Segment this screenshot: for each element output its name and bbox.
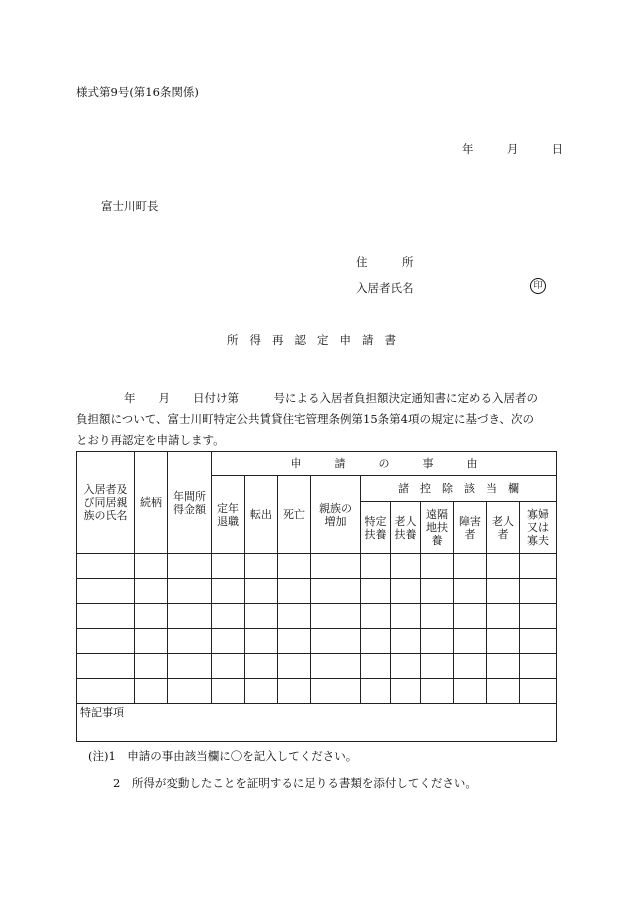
seal-mark: 印 bbox=[530, 278, 546, 294]
applicant-name-label: 入居者氏名 bbox=[356, 281, 414, 295]
reason-retirement: 定年退職 bbox=[212, 476, 245, 554]
application-table bbox=[76, 451, 557, 742]
deduction-disabled: 障害者 bbox=[454, 502, 487, 554]
body-line-3: とおり再認定を申請します。 bbox=[76, 433, 225, 447]
reason-family-increase: 親族の増加 bbox=[311, 476, 361, 554]
table-row bbox=[77, 604, 557, 629]
document-title: 所得再認定申請書 bbox=[227, 333, 407, 347]
header-name: 入居者及び同居親族の氏名 bbox=[77, 452, 135, 554]
deduction-remote: 遠隔地扶養 bbox=[421, 502, 454, 554]
date-year: 年 bbox=[462, 142, 474, 156]
table-row bbox=[77, 679, 557, 704]
reason-move-out: 転出 bbox=[245, 476, 278, 554]
header-income: 年間所得金額 bbox=[168, 452, 212, 554]
table-row bbox=[77, 629, 557, 654]
body-text bbox=[76, 388, 556, 451]
note-1: (注)1 申請の事由該当欄に〇を記入してください。 bbox=[88, 749, 358, 763]
date-day: 日 bbox=[551, 142, 564, 156]
addressee: 富士川町長 bbox=[101, 199, 159, 213]
address-label: 住 所 bbox=[356, 255, 414, 269]
form-number: 様式第9号(第16条関係) bbox=[76, 85, 199, 99]
deduction-elderly-dependent: 老人扶養 bbox=[391, 502, 421, 554]
deduction-specific: 特定扶養 bbox=[361, 502, 391, 554]
date-line bbox=[462, 141, 563, 157]
remarks-field: 特記事項 bbox=[77, 704, 557, 742]
body-line-1: 年 月 日付け第 号による入居者負担額決定通知書に定める入居者の bbox=[124, 391, 538, 405]
body-line-2: 負担額について、富士川町特定公共賃貸住宅管理条例第15条第4項の規定に基づき、次の bbox=[76, 412, 535, 426]
date-month: 月 bbox=[506, 142, 519, 156]
table-row bbox=[77, 654, 557, 679]
header-reason: 申 請 の 事 由 bbox=[212, 452, 557, 476]
reason-death: 死亡 bbox=[278, 476, 311, 554]
table-row bbox=[77, 554, 557, 579]
deduction-elderly: 老人者 bbox=[487, 502, 520, 554]
table-row bbox=[77, 579, 557, 604]
header-relation: 続柄 bbox=[135, 452, 168, 554]
header-deduction: 諸 控 除 該 当 欄 bbox=[361, 476, 557, 502]
deduction-widow: 寡婦又は寡夫 bbox=[520, 502, 557, 554]
note-2: 2 所得が変動したことを証明するに足りる書類を添付してください。 bbox=[113, 776, 477, 790]
